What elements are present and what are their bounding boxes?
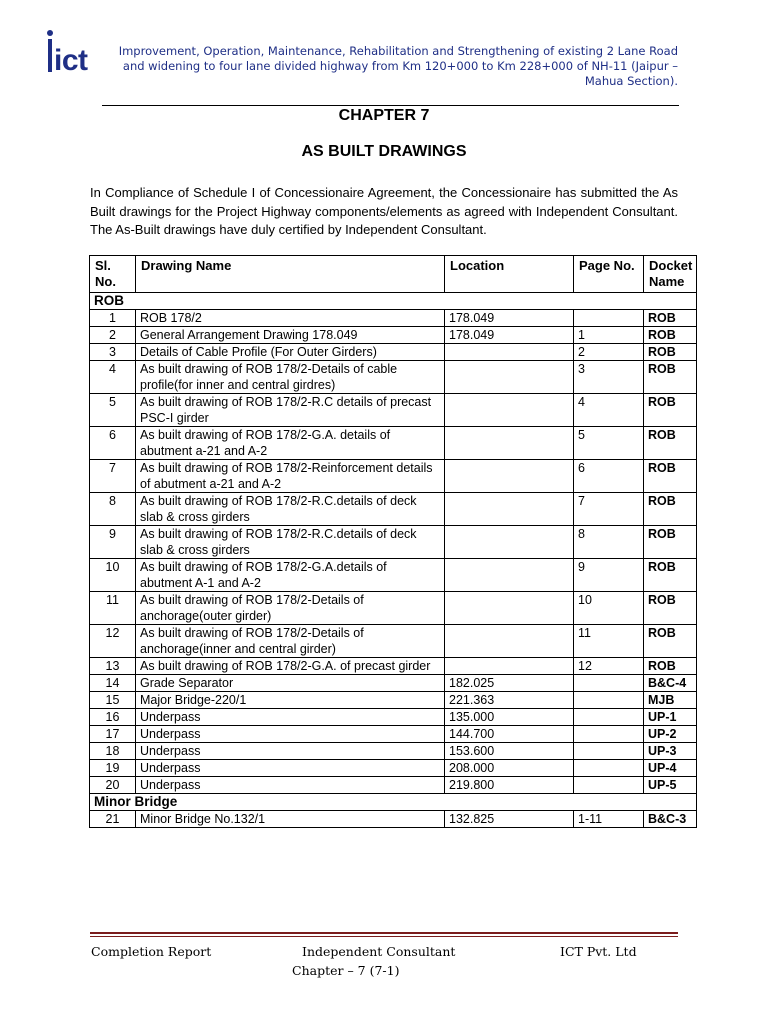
cell-drawing-name: Minor Bridge No.132/1 <box>136 811 445 828</box>
cell-docket: B&C-3 <box>644 811 697 828</box>
cell-sl: 20 <box>90 777 136 794</box>
cell-drawing-name: As built drawing of ROB 178/2-R.C.details of deck slab & cross girders <box>136 493 445 526</box>
cell-location: 135.000 <box>445 709 574 726</box>
document-title: Improvement, Operation, Maintenance, Rehabilitation and Strengthening of existing 2 Lane Road and widening to four lane divided highway from Km 120+000 to Km 228+000 of NH-11 (Jaipur – Mahua Section). <box>118 44 678 88</box>
intro-paragraph: In Compliance of Schedule I of Concessionaire Agreement, the Concessionaire has submitted the As Built drawings for the Project Highway components/elements as agreed with Independent Consultant. The As-Built drawings have duly certified by Independent Consultant. <box>90 185 678 237</box>
cell-drawing-name: As built drawing of ROB 178/2-Details of cable profile(for inner and central girdres) <box>136 361 445 394</box>
ict-logo <box>44 28 88 74</box>
cell-sl: 17 <box>90 726 136 743</box>
table-row <box>90 692 697 709</box>
cell-sl: 21 <box>90 811 136 828</box>
cell-drawing-name: Underpass <box>136 726 445 743</box>
cell-page: 9 <box>574 559 644 592</box>
table-row <box>90 361 697 394</box>
cell-location: 221.363 <box>445 692 574 709</box>
cell-docket: ROB <box>644 344 697 361</box>
cell-sl: 11 <box>90 592 136 625</box>
header-docket: Docket Name <box>644 256 697 293</box>
cell-drawing-name: As built drawing of ROB 178/2-Reinforcement details of abutment a-21 and A-2 <box>136 460 445 493</box>
table-row <box>90 559 697 592</box>
cell-sl: 6 <box>90 427 136 460</box>
cell-page: 1-11 <box>574 811 644 828</box>
cell-drawing-name: Major Bridge-220/1 <box>136 692 445 709</box>
cell-docket: UP-5 <box>644 777 697 794</box>
cell-drawing-name: As built drawing of ROB 178/2-Details of anchorage(inner and central girder) <box>136 625 445 658</box>
cell-page: 3 <box>574 361 644 394</box>
cell-location: 132.825 <box>445 811 574 828</box>
cell-drawing-name: As built drawing of ROB 178/2-G.A.details of abutment A-1 and A-2 <box>136 559 445 592</box>
cell-docket: B&C-4 <box>644 675 697 692</box>
cell-docket: ROB <box>644 361 697 394</box>
table-row <box>90 394 697 427</box>
cell-location <box>445 344 574 361</box>
cell-page: 4 <box>574 394 644 427</box>
cell-sl: 4 <box>90 361 136 394</box>
cell-docket: ROB <box>644 460 697 493</box>
cell-location: 219.800 <box>445 777 574 794</box>
cell-location: 153.600 <box>445 743 574 760</box>
section-row-rob <box>90 293 697 310</box>
table-row <box>90 592 697 625</box>
logo-text: ict <box>54 44 87 74</box>
cell-sl: 14 <box>90 675 136 692</box>
cell-drawing-name: Underpass <box>136 743 445 760</box>
cell-docket: ROB <box>644 493 697 526</box>
cell-location: 178.049 <box>445 327 574 344</box>
cell-page <box>574 675 644 692</box>
table-row <box>90 310 697 327</box>
cell-drawing-name: Underpass <box>136 760 445 777</box>
cell-sl: 1 <box>90 310 136 327</box>
cell-page: 5 <box>574 427 644 460</box>
cell-drawing-name: Underpass <box>136 777 445 794</box>
cell-docket: UP-2 <box>644 726 697 743</box>
table-row <box>90 460 697 493</box>
cell-sl: 8 <box>90 493 136 526</box>
cell-page: 2 <box>574 344 644 361</box>
cell-page: 7 <box>574 493 644 526</box>
table-row <box>90 625 697 658</box>
cell-location <box>445 526 574 559</box>
cell-sl: 5 <box>90 394 136 427</box>
cell-docket: UP-4 <box>644 760 697 777</box>
cell-drawing-name: As built drawing of ROB 178/2-R.C.details of deck slab & cross girders <box>136 526 445 559</box>
cell-sl: 2 <box>90 327 136 344</box>
cell-sl: 9 <box>90 526 136 559</box>
table-header-row <box>90 256 697 293</box>
table-row <box>90 493 697 526</box>
cell-docket: ROB <box>644 625 697 658</box>
cell-page: 6 <box>574 460 644 493</box>
cell-location <box>445 361 574 394</box>
cell-sl: 10 <box>90 559 136 592</box>
header-drawing-name: Drawing Name <box>136 256 445 293</box>
section-row-minor-bridge <box>90 794 697 811</box>
cell-location <box>445 394 574 427</box>
cell-page <box>574 692 644 709</box>
cell-drawing-name: General Arrangement Drawing 178.049 <box>136 327 445 344</box>
cell-drawing-name: As built drawing of ROB 178/2-G.A. details of abutment a-21 and A-2 <box>136 427 445 460</box>
cell-docket: ROB <box>644 427 697 460</box>
cell-location <box>445 625 574 658</box>
table-row <box>90 726 697 743</box>
cell-location: 208.000 <box>445 760 574 777</box>
footer-chapter: Chapter – 7 (7-1) <box>292 963 400 978</box>
cell-drawing-name: As built drawing of ROB 178/2-R.C details of precast PSC-I girder <box>136 394 445 427</box>
header-page: Page No. <box>574 256 644 293</box>
cell-page <box>574 709 644 726</box>
cell-docket: UP-3 <box>644 743 697 760</box>
table-row <box>90 658 697 675</box>
cell-docket: ROB <box>644 592 697 625</box>
cell-location <box>445 559 574 592</box>
footer-middle: Independent Consultant <box>302 944 456 959</box>
cell-location <box>445 592 574 625</box>
cell-location <box>445 460 574 493</box>
cell-location <box>445 658 574 675</box>
table-row <box>90 743 697 760</box>
cell-docket: ROB <box>644 526 697 559</box>
section-label: Minor Bridge <box>90 794 697 811</box>
cell-page <box>574 743 644 760</box>
drawings-table <box>89 255 697 828</box>
header-location: Location <box>445 256 574 293</box>
cell-drawing-name: As built drawing of ROB 178/2-Details of anchorage(outer girder) <box>136 592 445 625</box>
table-row <box>90 709 697 726</box>
cell-page: 12 <box>574 658 644 675</box>
cell-page <box>574 777 644 794</box>
section-label: ROB <box>90 293 697 310</box>
cell-page: 10 <box>574 592 644 625</box>
cell-sl: 19 <box>90 760 136 777</box>
footer-left: Completion Report <box>91 944 212 959</box>
header-divider <box>102 105 679 106</box>
cell-docket: ROB <box>644 658 697 675</box>
cell-page <box>574 310 644 327</box>
cell-sl: 12 <box>90 625 136 658</box>
cell-page <box>574 760 644 777</box>
cell-sl: 16 <box>90 709 136 726</box>
cell-page: 8 <box>574 526 644 559</box>
section-heading: AS BUILT DRAWINGS <box>301 143 467 160</box>
cell-drawing-name: Grade Separator <box>136 675 445 692</box>
cell-page <box>574 726 644 743</box>
cell-sl: 7 <box>90 460 136 493</box>
cell-sl: 13 <box>90 658 136 675</box>
table-row <box>90 675 697 692</box>
table-row <box>90 327 697 344</box>
cell-docket: ROB <box>644 327 697 344</box>
table-row <box>90 811 697 828</box>
cell-sl: 18 <box>90 743 136 760</box>
cell-docket: ROB <box>644 559 697 592</box>
cell-docket: UP-1 <box>644 709 697 726</box>
cell-sl: 3 <box>90 344 136 361</box>
cell-drawing-name: Underpass <box>136 709 445 726</box>
cell-drawing-name: Details of Cable Profile (For Outer Girders) <box>136 344 445 361</box>
cell-docket: MJB <box>644 692 697 709</box>
cell-drawing-name: ROB 178/2 <box>136 310 445 327</box>
table-row <box>90 777 697 794</box>
cell-drawing-name: As built drawing of ROB 178/2-G.A. of precast girder <box>136 658 445 675</box>
cell-location <box>445 493 574 526</box>
cell-sl: 15 <box>90 692 136 709</box>
chapter-title: CHAPTER 7 <box>338 107 430 124</box>
cell-docket: ROB <box>644 310 697 327</box>
table-row <box>90 760 697 777</box>
footer-divider-thin <box>90 936 678 937</box>
cell-location: 182.025 <box>445 675 574 692</box>
cell-location: 178.049 <box>445 310 574 327</box>
cell-location: 144.700 <box>445 726 574 743</box>
header-sl: Sl. No. <box>90 256 136 293</box>
table-row <box>90 427 697 460</box>
cell-location <box>445 427 574 460</box>
table-row <box>90 344 697 361</box>
footer-divider <box>90 932 678 934</box>
cell-page: 1 <box>574 327 644 344</box>
footer-right: ICT Pvt. Ltd <box>560 944 637 959</box>
table-row <box>90 526 697 559</box>
cell-page: 11 <box>574 625 644 658</box>
cell-docket: ROB <box>644 394 697 427</box>
